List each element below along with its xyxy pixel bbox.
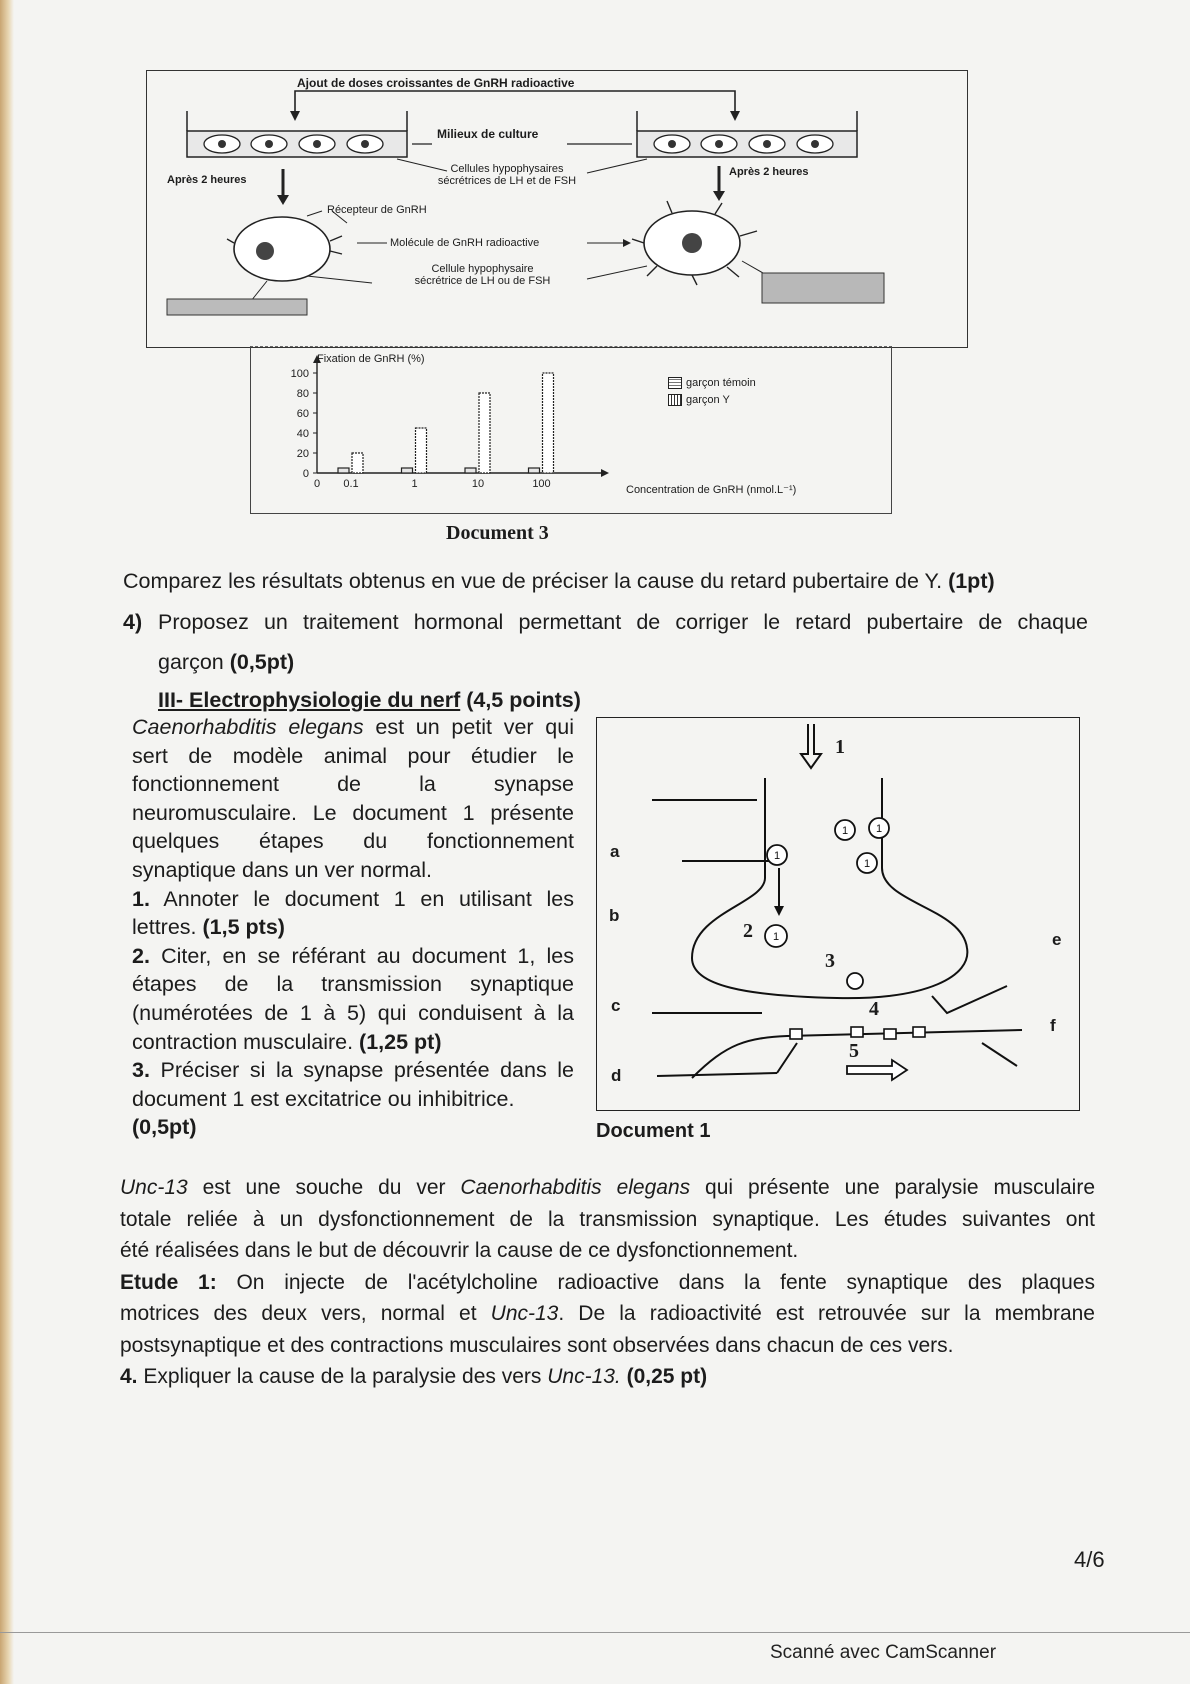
question-4-line2 xyxy=(158,646,294,679)
synapse-drawing xyxy=(597,718,1079,1110)
etude1-line1 xyxy=(120,1267,1095,1299)
question-4-text2: garçon xyxy=(158,650,230,674)
document3-caption: Document 3 xyxy=(446,522,549,544)
column-text: (numérotées de 1 à 5) qui conduisent à la xyxy=(132,1000,574,1025)
gnrh-fixation-chart xyxy=(250,346,892,514)
column-line xyxy=(132,1085,574,1114)
experiment-diagram xyxy=(146,70,968,348)
letter-e: e xyxy=(1052,930,1062,949)
unc13-line2: totale reliée à un dysfonctionnement de la transmission synaptique. Les études suivantes ont xyxy=(120,1207,1095,1231)
unc13-species: Caenorhabditis elegans xyxy=(460,1176,691,1199)
question-4b-number: 4. xyxy=(120,1365,138,1388)
column-line xyxy=(132,1056,574,1085)
page-number: 4/6 xyxy=(1074,1547,1105,1572)
x-tick-label: 10 xyxy=(471,478,485,490)
question-3-text: Comparez les résultats obtenus en vue de préciser la cause du retard pubertaire de Y. xyxy=(123,569,949,593)
letter-a: a xyxy=(610,842,620,861)
svg-text:1: 1 xyxy=(772,931,780,943)
step-number-3: 3 xyxy=(825,950,835,972)
bar-control xyxy=(529,468,540,473)
question-4b-points: (0,25 pt) xyxy=(620,1365,708,1388)
column-line xyxy=(132,942,574,971)
column-line xyxy=(132,827,574,856)
x-tick-label: 0.1 xyxy=(343,478,359,490)
letter-c: c xyxy=(611,996,621,1015)
step-number-1: 1 xyxy=(835,736,845,758)
column-text: quelques étapes du fonctionnement xyxy=(132,829,574,854)
question-4b xyxy=(120,1361,1095,1393)
letter-d: d xyxy=(611,1066,622,1085)
column-line xyxy=(132,999,574,1028)
column-text: étapes de la transmission synaptique xyxy=(132,972,574,997)
legend-item-y xyxy=(668,394,756,406)
column-text: (1,25 pt) xyxy=(359,1029,442,1054)
column-line xyxy=(132,913,574,942)
after-2h-left: Après 2 heures xyxy=(167,174,247,186)
question-3-points: (1pt) xyxy=(948,569,995,593)
column-line xyxy=(132,1028,574,1057)
step-number-5: 5 xyxy=(849,1040,859,1062)
column-text: Préciser si la synapse présentée dans le xyxy=(149,1058,574,1083)
column-line xyxy=(132,856,574,885)
chart-legend xyxy=(668,377,756,406)
page-edge xyxy=(0,0,14,1684)
etude1-line2 xyxy=(120,1298,1095,1330)
etude1-strain: Unc-13 xyxy=(490,1302,559,1325)
receptor-label: Récepteur de GnRH xyxy=(327,204,427,216)
question-4-number: 4) xyxy=(123,610,143,634)
question-4b-text: Expliquer la cause de la paralysie des vers xyxy=(137,1365,548,1388)
column-text: contraction musculaire. xyxy=(132,1029,360,1054)
y-tick-label: 20 xyxy=(296,448,309,460)
chart-xlabel: Concentration de GnRH (nmol.L⁻¹) xyxy=(626,484,797,496)
column-text: sert de modèle animal pour étudier le xyxy=(132,743,574,768)
etude1-line3: postsynaptique et des contractions musculaires sont observées dans chacun de ces vers. xyxy=(120,1333,954,1357)
y-tick-label: 40 xyxy=(296,428,309,440)
pituitary-cells-line1: Cellules hypophysaires xyxy=(450,163,564,175)
gnrh-doses-label: Ajout de doses croissantes de GnRH radioactive xyxy=(293,76,578,90)
legend-label-y: garçon Y xyxy=(686,394,730,406)
column-text: Caenorhabditis elegans xyxy=(132,715,364,739)
unc13-text1: est une souche du ver xyxy=(187,1176,461,1199)
question-3 xyxy=(123,565,1113,598)
synapse-diagram xyxy=(596,717,1080,1111)
column-text: (0,5pt) xyxy=(132,1115,197,1140)
molecule-label: Molécule de GnRH radioactive xyxy=(390,237,540,249)
unc13-line1 xyxy=(120,1172,1095,1204)
section-3-points: (4,5 points) xyxy=(460,688,581,712)
pituitary-cells-line2: sécrétrices de LH et de FSH xyxy=(437,175,577,187)
bar-y xyxy=(543,373,554,473)
y-tick-label: 60 xyxy=(296,408,309,420)
column-line xyxy=(132,970,574,999)
x-tick-label: 1 xyxy=(411,478,418,490)
experiment-drawing xyxy=(147,71,967,347)
column-text: lettres. xyxy=(132,915,203,940)
column-line xyxy=(132,742,574,771)
column-text: 3. xyxy=(132,1058,150,1083)
bar-y xyxy=(479,393,490,473)
column-text: Citer, en se référant au document 1, les xyxy=(149,943,574,968)
x-tick-label: 100 xyxy=(532,478,551,490)
cell-label-line1: Cellule hypophysaire xyxy=(431,263,534,275)
chart-ylabel: Fixation de GnRH (%) xyxy=(317,353,425,365)
bar-y xyxy=(352,453,363,473)
column-line xyxy=(132,799,574,828)
after-2h-right: Après 2 heures xyxy=(729,166,809,178)
bar-control xyxy=(465,468,476,473)
y-tick-label: 0 xyxy=(302,468,309,480)
column-text: 1. xyxy=(132,886,150,911)
unc13-strain: Unc-13 xyxy=(120,1176,188,1199)
cell-label xyxy=(375,263,590,287)
column-text: est un petit ver qui xyxy=(363,715,574,739)
legend-label-control: garçon témoin xyxy=(686,377,756,389)
legend-swatch-y xyxy=(668,394,682,406)
etude1-text2a: motrices des deux vers, normal et xyxy=(120,1302,491,1325)
step-number-4: 4 xyxy=(869,998,879,1020)
question-4-points: (0,5pt) xyxy=(229,650,295,674)
column-text: neuromusculaire. Le document 1 présente xyxy=(132,800,574,825)
legend-item-control xyxy=(668,377,756,389)
column-line xyxy=(132,770,574,799)
section-3-column xyxy=(132,713,574,1142)
pituitary-cells-label xyxy=(417,163,597,187)
unc13-paragraph xyxy=(120,1172,1095,1393)
column-text: 2. xyxy=(132,943,150,968)
y-tick-label: 80 xyxy=(296,388,309,400)
unc13-text1-end: qui présente une paralysie musculaire xyxy=(690,1176,1095,1199)
column-text: synaptique dans un ver normal. xyxy=(132,857,432,882)
footer-line xyxy=(0,1632,1190,1633)
svg-text:1: 1 xyxy=(875,823,883,835)
etude1-label: Etude 1: xyxy=(120,1270,217,1294)
cell-label-line2: sécrétrice de LH ou de FSH xyxy=(414,275,551,287)
column-text: Annoter le document 1 en utilisant les xyxy=(149,886,574,911)
column-line xyxy=(132,885,574,914)
etude1-text1: On injecte de l'acétylcholine radioactive dans la fente synaptique des plaques xyxy=(216,1270,1095,1294)
bar-control xyxy=(338,468,349,473)
column-line xyxy=(132,713,574,742)
column-text: document 1 est excitatrice ou inhibitrice. xyxy=(132,1086,515,1111)
question-4-line1: Proposez un traitement hormonal permettant de corriger le retard pubertaire de chaque xyxy=(158,610,1088,634)
x-tick-label: 0 xyxy=(313,478,321,490)
camscanner-watermark: Scanné avec CamScanner xyxy=(770,1642,997,1663)
bar-y xyxy=(416,428,427,473)
column-line xyxy=(132,1113,574,1142)
letter-f: f xyxy=(1050,1016,1056,1035)
section-3-title: III- Electrophysiologie du nerf xyxy=(158,688,461,712)
svg-text:1: 1 xyxy=(841,825,849,837)
culture-label: Milieux de culture xyxy=(437,127,539,141)
svg-text:1: 1 xyxy=(773,850,781,862)
svg-text:1: 1 xyxy=(863,858,871,870)
question-4b-strain: Unc-13. xyxy=(547,1365,621,1388)
unc13-line3: été réalisées dans le but de découvrir la cause de ce dysfonctionnement. xyxy=(120,1239,799,1262)
legend-swatch-control xyxy=(668,377,682,389)
column-text: fonctionnement de la synapse xyxy=(132,772,574,797)
y-tick-label: 100 xyxy=(290,368,309,380)
letter-b: b xyxy=(609,906,620,925)
column-text: (1,5 pts) xyxy=(202,915,285,940)
etude1-text2b: . De la radioactivité est retrouvée sur la membrane xyxy=(558,1302,1095,1325)
document1-caption: Document 1 xyxy=(596,1120,711,1142)
step-number-2: 2 xyxy=(743,920,753,942)
bar-control xyxy=(402,468,413,473)
x-axis-arrow xyxy=(601,469,609,477)
